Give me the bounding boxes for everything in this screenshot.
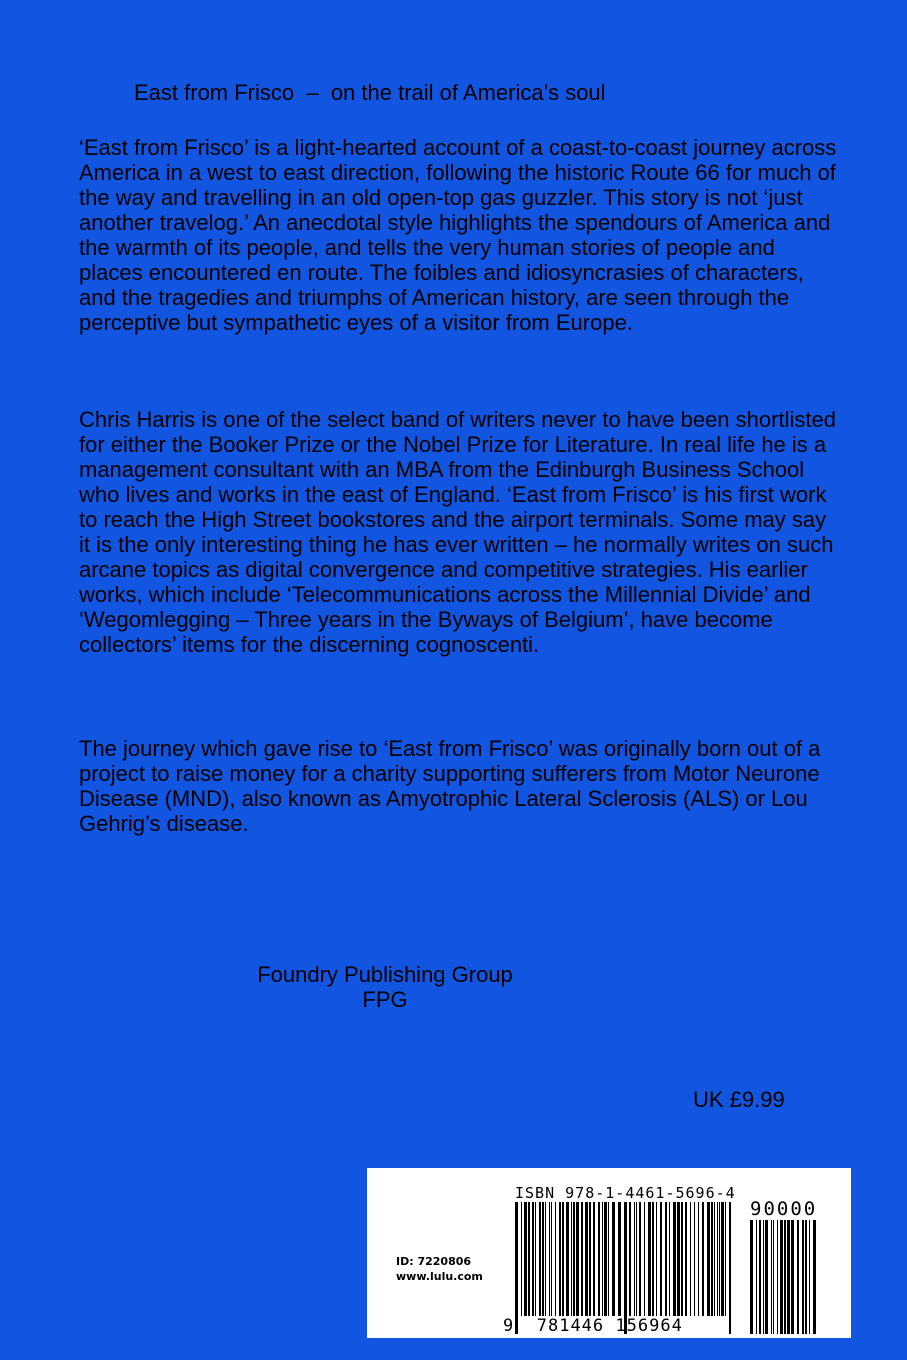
ean-right-group: 156964 — [615, 1316, 683, 1336]
ean-barcode-bars — [515, 1202, 733, 1334]
addon-barcode-bars — [750, 1220, 818, 1334]
blurb-paragraph-1: ‘East from Frisco’ is a light-hearted account of a coast-to-coast journey across America in a west to east direction, following the historic Route 66 for much of the way and travelling in an old open-top gas guzzler. This story is not ‘just another travelog.’ An anecdotal style highlights the spendours of America and the warmth of its people, and tells the very human stories of people and places encountered en route. The foibles and idiosyncrasies of characters, and the tragedies and triumphs of American history, are seen through the perceptive but sympathetic eyes of a visitor from Europe. — [79, 135, 837, 335]
back-cover-title: East from Frisco – on the trail of America’s soul — [134, 80, 606, 105]
isbn-text: ISBN 978-1-4461-5696-4 — [515, 1184, 736, 1202]
lulu-id-block — [396, 1254, 483, 1284]
ean-digits — [503, 1316, 683, 1336]
addon-digits: 90000 — [750, 1198, 818, 1220]
price-label: UK £9.99 — [693, 1087, 785, 1112]
lulu-id-line: ID: 7220806 — [396, 1255, 472, 1268]
barcode-panel — [367, 1168, 851, 1338]
author-bio-paragraph: Chris Harris is one of the select band of writers never to have been shortlisted for either the Booker Prize or the Nobel Prize for Literature. In real life he is a management consultant with an MBA from the Edinburgh Business School who lives and works in the east of England. ‘East from Frisco’ is his first work to reach the High Street bookstores and the airport terminals. Some may say it is the only interesting thing he has ever written – he normally writes on such arcane topics as digital convergence and competitive strategies. His earlier works, which include ‘Telecommunications across the Millennial Divide’ and ‘Wegomlegging – Three years in the Byways of Belgium’, have become collectors’ items for the discerning cognoscenti. — [79, 407, 836, 657]
publisher-abbr: FPG — [362, 987, 408, 1012]
publisher-name: Foundry Publishing Group — [257, 962, 513, 987]
lulu-url-line: www.lulu.com — [396, 1270, 483, 1283]
charity-paragraph: The journey which gave rise to ‘East from Frisco’ was originally born out of a project to raise money for a charity supporting sufferers from Motor Neurone Disease (MND), also known as Amyotrophic Lateral Sclerosis (ALS) or Lou Gehrig’s disease. — [79, 736, 821, 836]
ean-first-digit: 9 — [503, 1316, 515, 1336]
ean-left-group: 781446 — [536, 1316, 605, 1336]
publisher-block — [239, 962, 531, 1012]
